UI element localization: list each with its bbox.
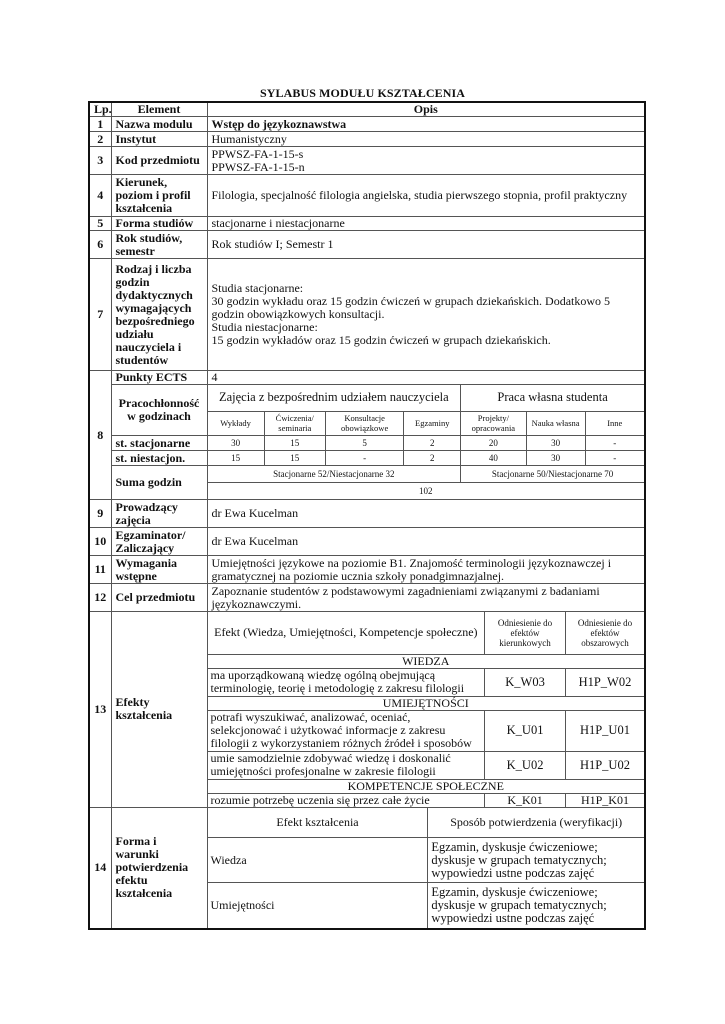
col-consultations: Konsultacje obowiązkowe (325, 411, 404, 435)
row-number: 2 (89, 132, 111, 147)
col-other: Inne (585, 411, 644, 435)
row-label: Efekty kształcenia (111, 612, 207, 808)
row-label: Punkty ECTS (111, 371, 207, 385)
hours-line: 30 godzin wykładu oraz 15 godzin ćwiczeń w grupach dziekańskich. Dodatkowo 5 godzin obowiązkowych konsultacji. (211, 294, 611, 321)
row-stacjonarne (89, 436, 645, 451)
group-self: Praca własna studenta (461, 385, 644, 411)
outcome-text: rozumie potrzebę uczenia się przez całe życie (208, 793, 485, 807)
col-method: Sposób potwierdzenia (weryfikacji) (428, 808, 644, 838)
sum-hours-values (207, 466, 645, 500)
value-cell: 15 (264, 451, 325, 465)
hours-line: Studia stacjonarne: (211, 281, 304, 295)
section-heading: WIEDZA (208, 654, 645, 668)
row-label: st. niestacjon. (111, 451, 207, 466)
value-cell: - (585, 451, 644, 465)
value-cell: 20 (461, 436, 526, 450)
row-number: 7 (89, 259, 111, 371)
section-heading: UMIEJĘTNOŚCI (208, 696, 645, 710)
col-self-study: Nauka własna (526, 411, 585, 435)
row-number: 4 (89, 175, 111, 217)
examiner-value: dr Ewa Kucelman (207, 528, 645, 556)
col-kier: Odniesienie do efektów kierunkowych (485, 612, 566, 654)
row-label: st. stacjonarne (111, 436, 207, 451)
value-cell: 40 (461, 451, 526, 465)
verification-effect: Umiejętności (208, 883, 428, 928)
study-form-value: stacjonarne i niestacjonarne (207, 217, 645, 231)
row-label: Kod przedmiotu (111, 147, 207, 175)
row-module-name (89, 117, 645, 132)
col-effect: Efekt (Wiedza, Umiejętności, Kompetencje społeczne) (208, 612, 485, 654)
document-title: SYLABUS MODUŁU KSZTAŁCENIA (259, 86, 466, 100)
outcome-obsz: H1P_W02 (565, 668, 644, 696)
row-field-of-study (89, 175, 645, 217)
prerequisites-value: Umiejętności językowe na poziomie B1. Znajomość terminologii językoznawczej i gramatycznej na poziomie ucznia szkoły ponadgimnazjalnej. (207, 556, 645, 584)
workload-header (207, 385, 645, 436)
hours-line: 15 godzin wykładów oraz 15 godzin ćwiczeń w grupach dziekańskich. (211, 333, 551, 347)
row-number: 5 (89, 217, 111, 231)
stacjonarne-values (207, 436, 645, 451)
institute-value: Humanistyczny (207, 132, 645, 147)
value-cell: 15 (264, 436, 325, 450)
row-number: 11 (89, 556, 111, 584)
value-cell: 2 (404, 451, 461, 465)
verification-effect: Wiedza (208, 838, 428, 883)
row-label: Egzaminator/ Zaliczający (111, 528, 207, 556)
row-number: 3 (89, 147, 111, 175)
row-number: 9 (89, 500, 111, 528)
outcome-kier: K_W03 (485, 668, 566, 696)
row-number: 10 (89, 528, 111, 556)
row-label: Kierunek, poziom i profil kształcenia (111, 175, 207, 217)
header-opis: Opis (207, 102, 645, 117)
row-study-form (89, 217, 645, 231)
value-cell: 30 (526, 436, 585, 450)
col-projects: Projekty/ opracowania (461, 411, 526, 435)
row-number: 8 (89, 371, 111, 500)
outcome-text: umie samodzielnie zdobywać wiedzę i doskonalić umiejętności profesjonalne w zakresie filologii (208, 751, 485, 779)
verification-method: Egzamin, dyskusje ćwiczeniowe; dyskusje w grupach tematycznych; wypowiedzi ustne podczas zajęć (428, 883, 644, 928)
sum-self: Stacjonarne 50/Niestacjonarne 70 (461, 466, 644, 482)
row-teaching-hours (89, 259, 645, 371)
col-exercises: Ćwiczenia/ seminaria (264, 411, 325, 435)
course-goal-value: Zapoznanie studentów z podstawowymi zagadnieniami związanymi z badaniami językoznawczymi. (207, 584, 645, 612)
value-cell: 30 (526, 451, 585, 465)
verification-method: Egzamin, dyskusje ćwiczeniowe; dyskusje w grupach tematycznych; wypowiedzi ustne podczas zajęć (428, 838, 644, 883)
row-number: 13 (89, 612, 111, 808)
row-label: Suma godzin (111, 466, 207, 500)
row-label: Instytut (111, 132, 207, 147)
row-label: Nazwa modulu (111, 117, 207, 132)
row-label: Wymagania wstępne (111, 556, 207, 584)
row-learning-outcomes (89, 612, 645, 808)
outcome-obsz: H1P_K01 (565, 793, 644, 807)
outcome-obsz: H1P_U02 (565, 751, 644, 779)
value-cell: 15 (208, 451, 265, 465)
verification-table (207, 807, 645, 929)
field-of-study-value: Filologia, specjalność filologia angielska, studia pierwszego stopnia, profil praktyczny (207, 175, 645, 217)
row-label: Prowadzący zajęcia (111, 500, 207, 528)
instructor-value: dr Ewa Kucelman (207, 500, 645, 528)
value-cell: 30 (208, 436, 265, 450)
course-code-value (207, 147, 645, 175)
col-obsz: Odniesienie do efektów obszarowych (565, 612, 644, 654)
row-prerequisites (89, 556, 645, 584)
outcome-obsz: H1P_U01 (565, 710, 644, 751)
niestacjonarne-values (207, 451, 645, 466)
outcome-text: ma uporządkowaną wiedzę ogólną obejmującą terminologię, teorię i metodologię z zakresu filologii (208, 668, 485, 696)
row-examiner (89, 528, 645, 556)
row-course-code (89, 147, 645, 175)
sum-direct: Stacjonarne 52/Niestacjonarne 32 (208, 466, 461, 482)
row-label: Rodzaj i liczba godzin dydaktycznych wymagających bezpośredniego udziału nauczyciela i studentów (111, 259, 207, 371)
outcome-kier: K_U01 (485, 710, 566, 751)
row-number: 1 (89, 117, 111, 132)
header-lp: Lp. (89, 102, 111, 117)
course-code-line: PPWSZ-FA-1-15-s (211, 146, 304, 161)
col-exams: Egzaminy (404, 411, 461, 435)
row-label: Forma i warunki potwierdzenia efektu kształcenia (111, 807, 207, 929)
value-cell: 2 (404, 436, 461, 450)
row-label: Pracochłonność w godzinach (111, 385, 207, 436)
ects-value: 4 (207, 371, 645, 385)
row-instructor (89, 500, 645, 528)
outcome-kier: K_K01 (485, 793, 566, 807)
row-label: Forma studiów (111, 217, 207, 231)
outcome-text: potrafi wyszukiwać, analizować, oceniać, selekcjonować i użytkować informacje z zakresu filologii z wykorzystaniem różnych źródeł i sposobów (208, 710, 485, 751)
row-verification (89, 807, 645, 929)
row-number: 12 (89, 584, 111, 612)
teaching-hours-value (207, 259, 645, 371)
course-code-line: PPWSZ-FA-1-15-n (211, 159, 305, 174)
col-effect: Efekt kształcenia (208, 808, 428, 838)
outcome-kier: K_U02 (485, 751, 566, 779)
value-cell: - (325, 451, 404, 465)
row-number: 6 (89, 231, 111, 259)
row-niestacjonarne (89, 451, 645, 466)
value-cell: 5 (325, 436, 404, 450)
value-cell: - (585, 436, 644, 450)
row-sum-hours (89, 466, 645, 500)
row-year-semester (89, 231, 645, 259)
row-number: 14 (89, 807, 111, 929)
row-label: Rok studiów, semestr (111, 231, 207, 259)
section-heading: KOMPETENCJE SPOŁECZNE (208, 779, 645, 793)
hours-line: Studia niestacjonarne: (211, 320, 318, 334)
row-ects (89, 371, 645, 385)
year-semester-value: Rok studiów I; Semestr 1 (207, 231, 645, 259)
learning-outcomes-table (207, 612, 645, 808)
group-direct: Zajęcia z bezpośrednim udziałem nauczyciela (208, 385, 461, 411)
col-lectures: Wykłady (208, 411, 265, 435)
row-institute (89, 132, 645, 147)
row-label: Cel przedmiotu (111, 584, 207, 612)
syllabus-table (88, 101, 646, 930)
sum-total: 102 (208, 482, 645, 499)
module-name-value: Wstęp do językoznawstwa (207, 117, 645, 132)
row-course-goal (89, 584, 645, 612)
header-element: Element (111, 102, 207, 117)
